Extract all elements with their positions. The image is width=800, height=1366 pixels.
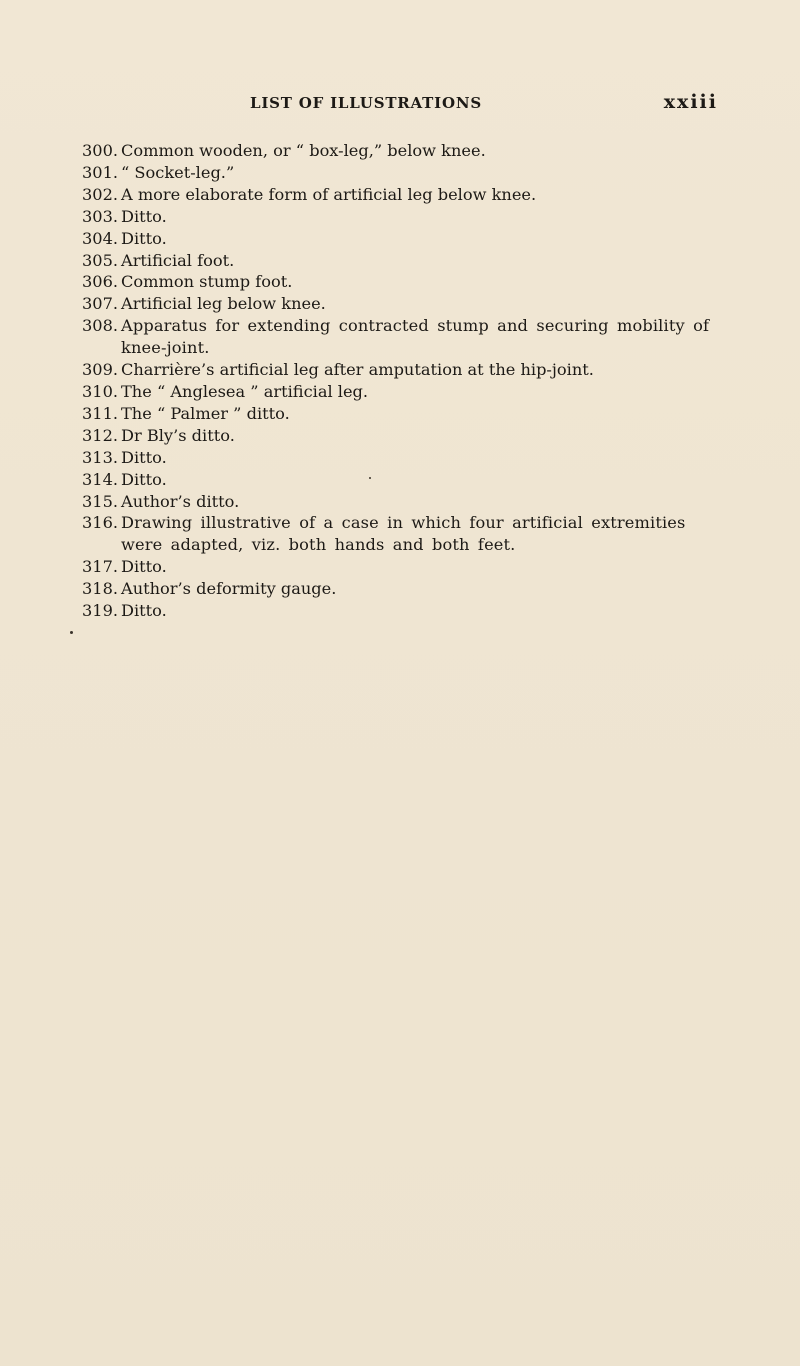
list-item [82,250,722,272]
entry-number: 303. [82,206,119,226]
ink-speck [70,631,73,634]
entry-caption: Ditto. [121,601,167,621]
entry-number: 306. [82,272,119,292]
entry-number: 301. [82,162,119,182]
entry-caption: Drawing illustrative of a case in which four artificial extremities were adapted, viz. both hands and both feet. [121,513,686,555]
list-item [82,381,722,403]
entry-caption: A more elaborate form of artificial leg below knee. [121,184,537,204]
running-head-title: LIST OF ILLUSTRATIONS [250,94,482,112]
entry-caption: Common wooden, or “ box-leg,” below knee. [121,141,486,160]
entry-caption: Ditto. [121,447,167,467]
entry-number: 302. [82,184,119,204]
entry-number: 316. [82,513,119,533]
entry-caption: Author’s ditto. [121,491,240,511]
entry-caption: Ditto. [121,557,167,577]
list-item [82,556,722,578]
list-item [82,140,722,162]
list-item [82,271,722,293]
entry-number: 318. [82,579,119,599]
entry-caption: Apparatus for extending contracted stump and securing mobility of knee-joint. [121,316,710,358]
list-item [82,512,722,556]
ink-speck [369,477,371,479]
entry-number: 317. [82,557,119,577]
list-item [82,403,722,425]
entry-caption: Author’s deformity gauge. [121,579,337,599]
entry-caption: The “ Palmer ” ditto. [121,403,290,423]
entry-number: 311. [82,403,119,423]
entry-caption: Ditto. [121,206,167,226]
entry-number: 305. [82,250,119,270]
list-item [82,162,722,184]
entry-number: 309. [82,360,119,380]
entry-caption: Common stump foot. [121,272,293,292]
list-item [82,359,722,381]
list-item [82,184,722,206]
entry-caption: Dr Bly’s ditto. [121,425,235,445]
entry-number: 310. [82,381,119,401]
list-item [82,425,722,447]
list-item [82,600,722,622]
list-item [82,293,722,315]
running-head [250,91,718,118]
entry-number: 308. [82,316,119,336]
list-item [82,469,722,491]
entry-number: 312. [82,425,119,445]
page-number: xxiii [663,91,718,113]
list-item [82,491,722,513]
list-item [82,578,722,600]
entry-caption: “ Socket-leg.” [121,162,235,182]
entry-number: 304. [82,228,119,248]
illustration-list [82,140,722,622]
entry-number: 314. [82,469,119,489]
entry-caption: Artificial foot. [121,250,235,270]
entry-number: 313. [82,447,119,467]
entry-caption: Ditto. [121,469,167,489]
entry-number: 315. [82,491,119,511]
entry-caption: Ditto. [121,228,167,248]
entry-number: 300. [82,141,119,160]
entry-caption: The “ Anglesea ” artificial leg. [121,381,369,401]
list-item [82,206,722,228]
list-item [82,315,722,359]
entry-caption: Charrière’s artificial leg after amputation at the hip-joint. [121,360,594,380]
entry-number: 307. [82,294,119,314]
list-item [82,447,722,469]
entry-number: 319. [82,601,119,621]
list-item [82,228,722,250]
entry-caption: Artificial leg below knee. [121,294,326,314]
